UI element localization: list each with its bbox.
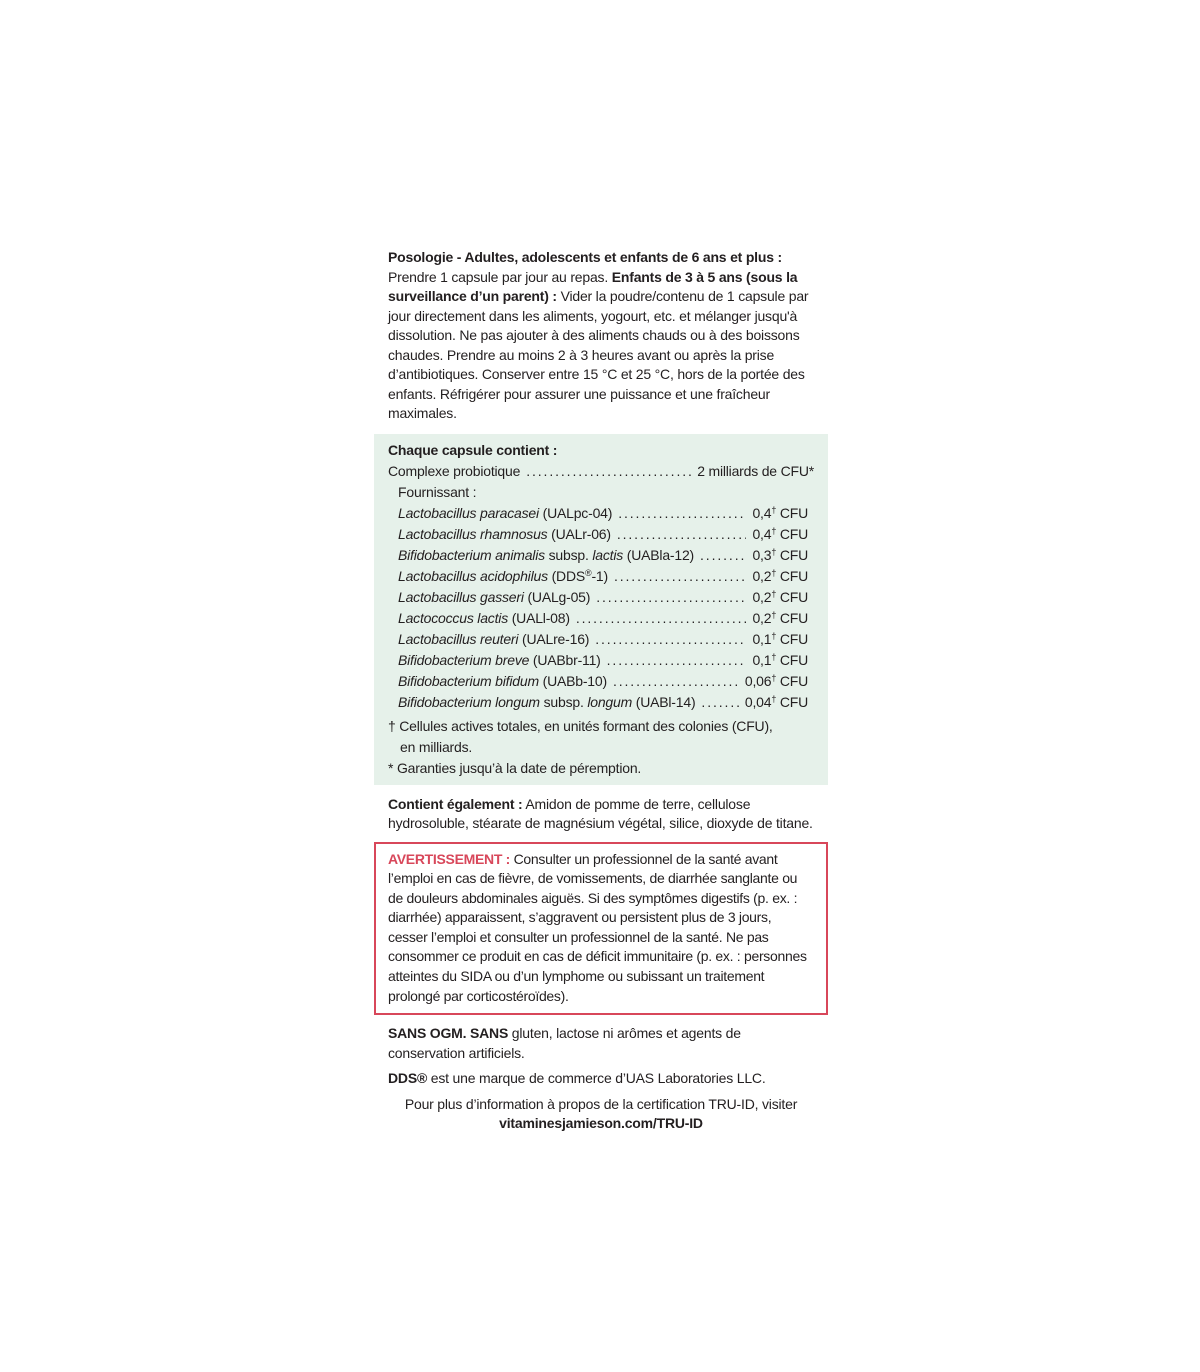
strain-row <box>388 608 814 629</box>
strain-row <box>388 587 814 608</box>
leader-dots <box>526 461 691 482</box>
strain-row <box>388 545 814 566</box>
leader-dots <box>614 566 746 587</box>
product-label <box>374 244 828 1134</box>
free-text: gluten, lactose ni arômes et agents de conservation artificiels. <box>388 1025 741 1061</box>
strain-amount: 0,1† CFU <box>752 651 808 668</box>
strain-name: Lactobacillus gasseri (UALg-05) <box>398 588 591 605</box>
also-contains <box>374 795 828 834</box>
leader-dots <box>576 608 747 629</box>
strain-name: Lactobacillus acidophilus (DDS®-1) <box>398 567 608 584</box>
footnote-star: * Garanties jusqu’à la date de péremption. <box>388 759 642 776</box>
strain-name: Bifidobacterium breve (UABbr-11) <box>398 651 601 668</box>
strain-row <box>388 503 814 524</box>
strain-row <box>388 629 814 650</box>
strain-amount: 0,4† CFU <box>752 525 808 542</box>
strain-name: Lactobacillus reuteri (UALre-16) <box>398 630 590 647</box>
certification-text: Pour plus d’information à propos de la certification TRU-ID, visiter <box>404 1095 798 1112</box>
strain-name: Lactococcus lactis (UALl-08) <box>398 609 570 626</box>
strain-amount: 0,3† CFU <box>752 546 808 563</box>
dosage-heading-children: Enfants de 3 à 5 ans (sous la surveillance d’un parent) : <box>388 268 798 304</box>
also-heading: Contient également : <box>388 795 523 812</box>
footnote-dagger: † Cellules actives totales, en unités formant des colonies (CFU), <box>388 717 773 734</box>
strain-row <box>388 566 814 587</box>
complex-row <box>388 461 814 482</box>
certification-link[interactable]: vitaminesjamieson.com/TRU-ID <box>499 1115 703 1132</box>
dosage-section <box>374 248 828 424</box>
strain-amount: 0,1† CFU <box>752 630 808 647</box>
dosage-text-adults: Prendre 1 capsule par jour au repas. <box>388 268 612 285</box>
providing-label: Fournissant : <box>398 483 477 500</box>
leader-dots <box>595 629 746 650</box>
strain-name: Bifidobacterium bifidum (UABb-10) <box>398 672 607 689</box>
contents-heading: Chaque capsule contient : <box>388 441 558 458</box>
strain-amount: 0,2† CFU <box>752 567 808 584</box>
footnotes <box>388 716 814 779</box>
also-text: Amidon de pomme de terre, cellulose hydrosoluble, stéarate de magnésium végétal, silice, dioxyde de titane. <box>388 795 813 831</box>
strain-name: Bifidobacterium animalis subsp. lactis (UABla-12) <box>398 546 695 563</box>
leader-dots <box>618 503 746 524</box>
warning-heading: AVERTISSEMENT : <box>388 850 511 867</box>
strain-row <box>388 692 814 713</box>
complex-name: Complexe probiotique <box>388 462 521 479</box>
strain-name: Lactobacillus paracasei (UALpc-04) <box>398 504 613 521</box>
free-heading: SANS OGM. SANS <box>388 1025 509 1042</box>
leader-dots <box>596 587 746 608</box>
strain-row <box>388 650 814 671</box>
certification-note <box>374 1095 828 1134</box>
trademark-heading: DDS® <box>388 1070 428 1087</box>
dosage-heading: Posologie - Adultes, adolescents et enfants de 6 ans et plus : <box>388 249 782 265</box>
strain-amount: 0,06† CFU <box>744 672 808 689</box>
strain-amount: 0,04† CFU <box>744 693 808 710</box>
free-from <box>374 1024 828 1063</box>
footnote-dagger-cont: en milliards. <box>400 738 473 755</box>
leader-dots <box>613 671 739 692</box>
dosage-text-children: Vider la poudre/contenu de 1 capsule par jour directement dans les aliments, yogourt, etc. et mélanger jusqu'à dissolution. Ne pas ajouter à des aliments chauds ou à des boissons chaudes. Prendre au moins 2 à 3 heures avant ou après la prise d’antibiotiques. Conserver entre 15 °C et 25 °C, hors de la portée des enfants. Réfrigérer pour assurer une puissance et une fraîcheur maximales. <box>388 288 809 421</box>
trademark-text: est une marque de commerce d’UAS Laboratories LLC. <box>427 1070 766 1087</box>
leader-dots <box>700 545 746 566</box>
strain-list <box>388 503 814 713</box>
strain-amount: 0,4† CFU <box>752 504 808 521</box>
contents-box <box>374 434 828 785</box>
leader-dots <box>617 524 747 545</box>
strain-row <box>388 671 814 692</box>
complex-amount: 2 milliards de CFU* <box>697 462 814 479</box>
strain-name: Bifidobacterium longum subsp. longum (UABl-14) <box>398 693 696 710</box>
leader-dots <box>607 650 747 671</box>
leader-dots <box>701 692 738 713</box>
warning-box <box>374 842 828 1016</box>
strain-amount: 0,2† CFU <box>752 588 808 605</box>
warning-text: Consulter un professionnel de la santé avant l’emploi en cas de fièvre, de vomissements, de diarrhée sanglante ou de douleurs abdominales aiguës. Si des symptômes digestifs (p. ex. : diarrhée) apparaissent, s’aggravent ou persistent plus de 3 jours, cesser l’emploi et consulter un professionnel de la santé. Ne pas consommer ce produit en cas de déficit immunitaire (p. ex. : personnes atteintes du SIDA ou d’un lymphome ou subissant un traitement prolongé par corticostéroïdes). <box>388 850 807 1004</box>
trademark-note <box>374 1069 828 1089</box>
strain-name: Lactobacillus rhamnosus (UALr-06) <box>398 525 611 542</box>
strain-amount: 0,2† CFU <box>752 609 808 626</box>
strain-row <box>388 524 814 545</box>
